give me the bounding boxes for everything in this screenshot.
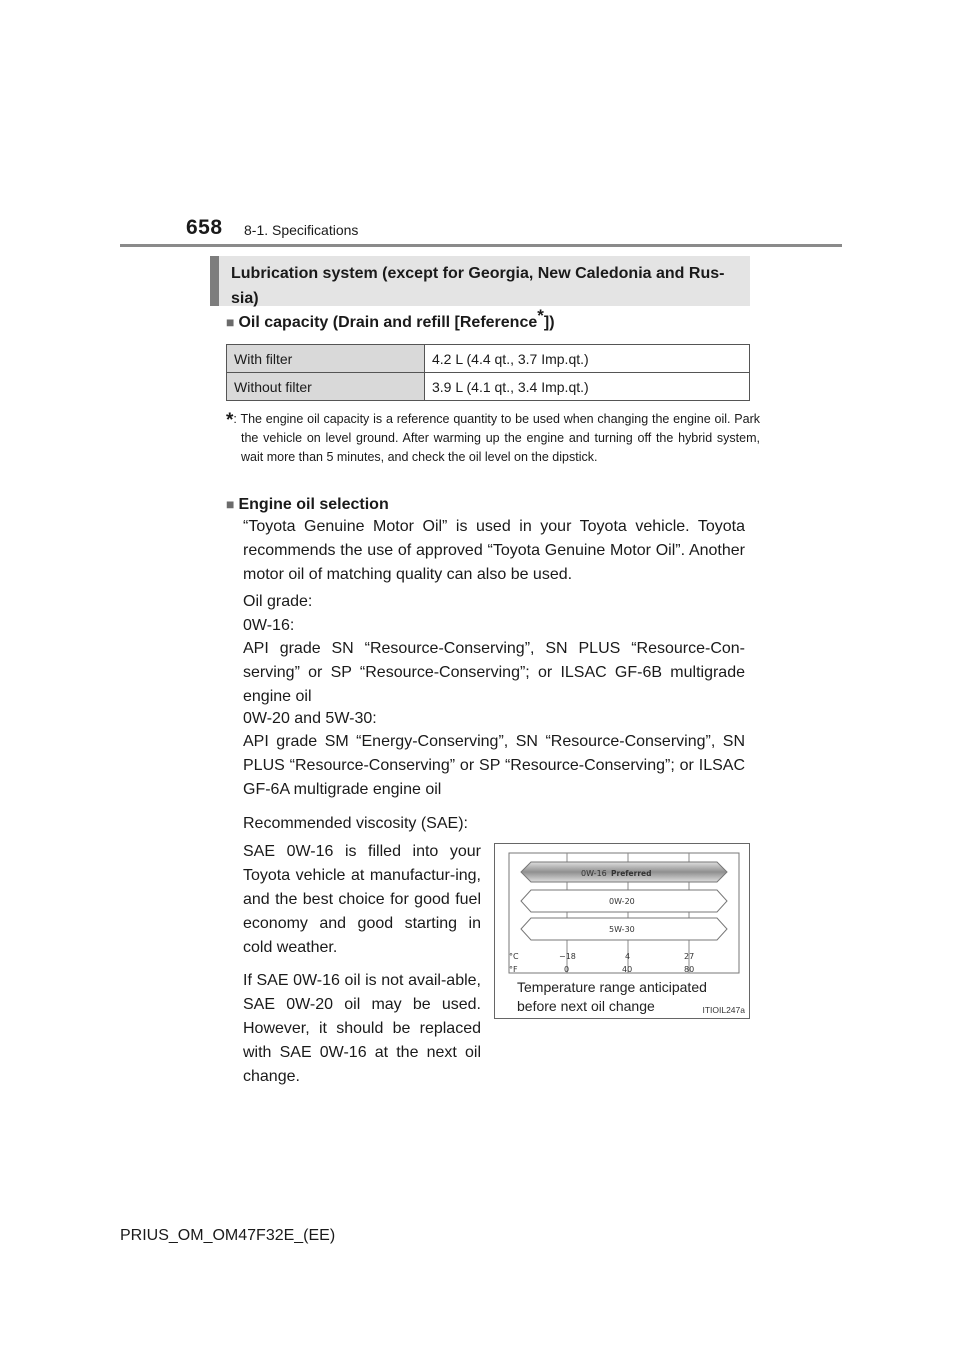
viscosity-paragraph-2: If SAE 0W-16 oil is not avail-able, SAE 0W-20 oil may be used. However, it should be replaced with SAE 0W-16 at the next oil change.: [243, 972, 481, 1085]
unit-celsius: °C: [509, 952, 519, 961]
caption-line-1: Temperature range anticipated: [517, 979, 707, 995]
oil-selection-title: Engine oil selection: [238, 496, 389, 513]
bar-label-5w30: 5W-30: [609, 925, 635, 934]
oil-capacity-heading: [226, 306, 555, 333]
viscosity-temperature-figure: [494, 843, 750, 1019]
grade-0w20-label: 0W-20 and 5W-30:: [243, 710, 377, 727]
bar-label-0w20: 0W-20: [609, 897, 635, 906]
table-row: [227, 373, 750, 401]
heading-line-2: sia): [231, 290, 259, 307]
reference-asterisk: *: [537, 306, 544, 325]
section-title: 8-1. Specifications: [244, 222, 359, 238]
footnote-marker: *: [226, 410, 234, 431]
figure-id: ITIOIL247a: [702, 1005, 745, 1015]
capacity-label-with-filter: With filter: [227, 345, 425, 373]
oil-capacity-title: Oil capacity (Drain and refill [Reference: [238, 314, 538, 331]
footnote-text: : The engine oil capacity is a reference quantity to be used when changing the engine oil. Park the vehicle on level ground. After warming up the engine and turning off the hybrid system, wait more than 5 minutes, and check the oil level on the dipstick.: [233, 412, 760, 464]
viscosity-paragraph-1: SAE 0W-16 is filled into your Toyota vehicle at manufactur-ing, and the best choice for good fuel economy and good starting in cold weather.: [243, 843, 481, 956]
header-divider: [120, 244, 842, 247]
viscosity-label: Recommended viscosity (SAE):: [243, 815, 468, 832]
grade-0w16-label: 0W-16:: [243, 617, 295, 634]
grade-0w16-text: API grade SN “Resource-Conserving”, SN PLUS “Resource-Con-serving” or SP “Resource-Conserving”; or ILSAC GF-6B multigrade engine oil: [243, 640, 745, 705]
temperature-caption: [517, 978, 707, 1016]
capacity-value-without-filter: 3.9 L (4.1 qt., 3.4 Imp.qt.): [425, 373, 750, 401]
oil-selection-heading: [226, 494, 389, 515]
bar-label-0w16: 0W-16: [581, 869, 607, 878]
grade-0w20-text: API grade SM “Energy-Conserving”, SN “Resource-Conserving”, SN PLUS “Resource-Conserving” or SP “Resource-Conserving”; or ILSAC GF-6A multigrade engine oil: [243, 733, 745, 798]
document-code: PRIUS_OM_OM47F32E_(EE): [120, 1227, 336, 1244]
tick-f-2: 40: [622, 965, 633, 974]
unit-fahrenheit: °F: [509, 965, 518, 974]
tick-c-3: 27: [684, 952, 695, 961]
tick-f-1: 0: [564, 965, 570, 974]
table-row: [227, 345, 750, 373]
capacity-value-with-filter: 4.2 L (4.4 qt., 3.7 Imp.qt.): [425, 345, 750, 373]
square-bullet-icon: ■: [226, 314, 235, 330]
bar-note-preferred: Preferred: [611, 869, 652, 878]
caption-line-2: before next oil change: [517, 998, 655, 1014]
tick-c-2: 4: [625, 952, 631, 961]
heading-line-1: Lubrication system (except for Georgia, New Caledonia and Rus-: [231, 265, 725, 282]
capacity-label-without-filter: Without filter: [227, 373, 425, 401]
tick-f-3: 80: [684, 965, 695, 974]
lubrication-heading: [210, 256, 750, 306]
page-number: 658: [186, 216, 223, 239]
oil-capacity-table: [226, 344, 750, 401]
tick-c-1: −18: [559, 952, 576, 961]
oil-selection-intro: “Toyota Genuine Motor Oil” is used in your Toyota vehicle. Toyota recommends the use of approved “Toyota Genuine Motor Oil”. Another motor oil of matching quality can also be used.: [243, 518, 745, 583]
square-bullet-icon: ■: [226, 496, 235, 512]
capacity-footnote: [226, 410, 760, 467]
oil-capacity-title-end: ]): [543, 314, 555, 331]
oil-grade-label: Oil grade:: [243, 593, 313, 610]
